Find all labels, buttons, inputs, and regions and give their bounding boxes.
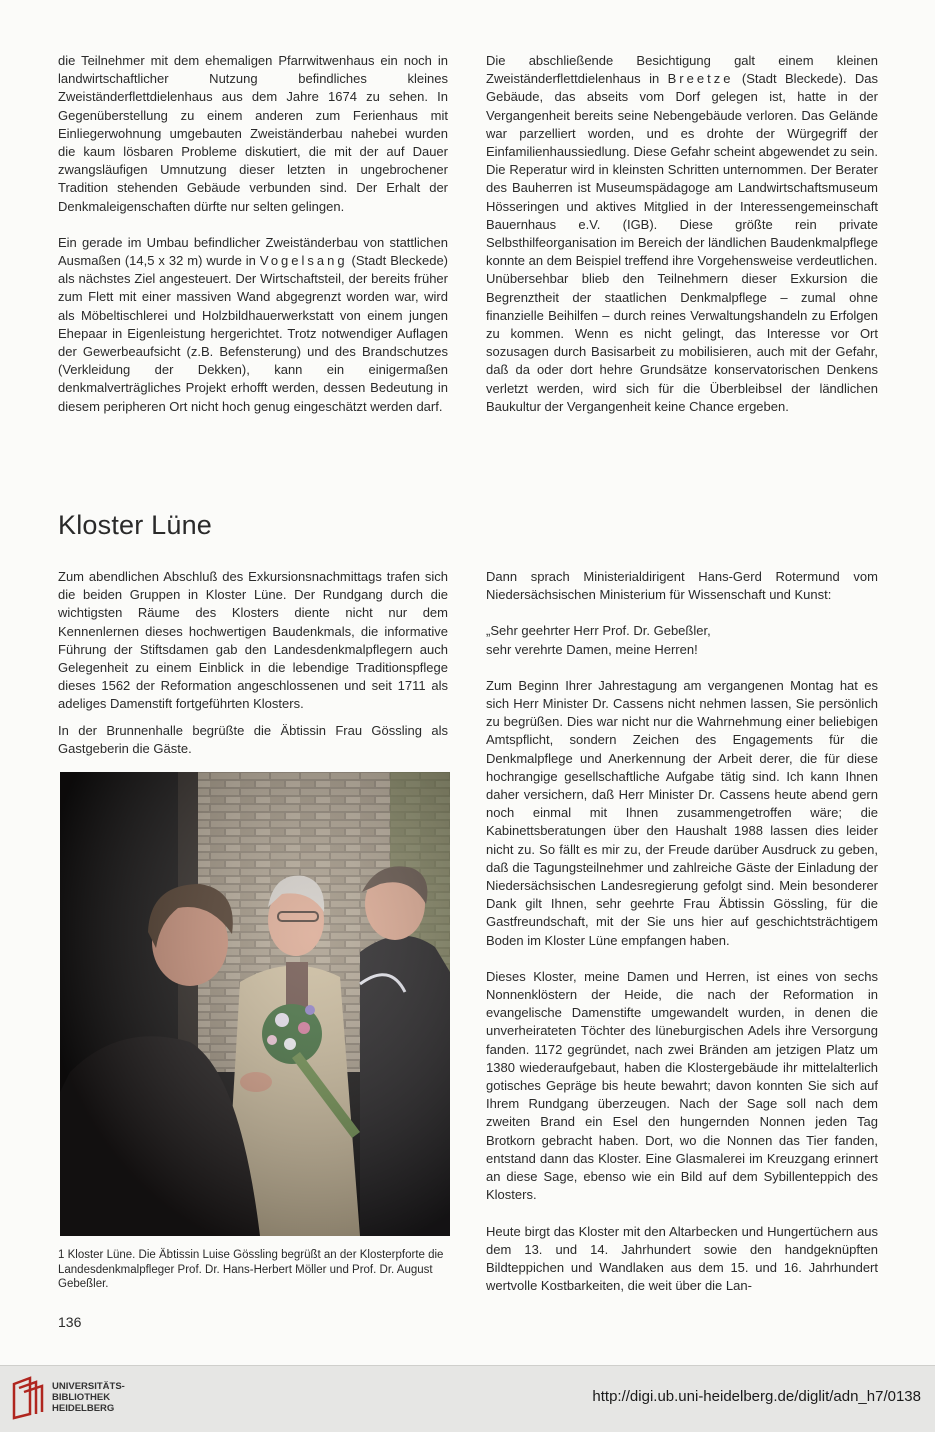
paragraph: Unübersehbar blieb den Teilnehmern dieser Exkursion die Begrenztheit der staatlichen Denkmalpflege – zumal ohne finanzielle Beihilfen – durch reines Verwaltungshandeln zu Erfolgen zu kommen. Wenn es nicht gelingt, das Interesse vor Ort sozusagen durch Basisarbeit zu mobilisieren, auch mit der Gefahr, daß da oder dort hehre Grundsätze konservatorischen Denkens verletzt werden, wird sich für die Überbleibsel der ländlichen Baukultur der Vergangenheit keine Chance ergeben. (486, 271, 878, 414)
section-heading: Kloster Lüne (58, 510, 212, 540)
place-name: Vogelsang (259, 253, 348, 269)
text-run: Ein gerade im Umbau befindlicher Zweiständerbau von stattlichen Ausmaßen (14,5 x 32 m) wurde in (58, 234, 448, 269)
paragraph: Dann sprach Ministerialdirigent Hans-Gerd Rotermund vom Niedersächsischen Ministerium für Wissenschaft und Kunst: (486, 569, 878, 603)
photo-illustration (60, 772, 450, 1236)
text-column-top-right (486, 52, 878, 416)
salutation-line: sehr verehrte Damen, meine Herren! (486, 641, 698, 657)
page-number: 136 (58, 1314, 82, 1330)
place-name: Breetze (667, 71, 734, 87)
text-run: (Stadt Bleckede) als nächstes Ziel angesteuert. Der Wirtschaftsteil, der bereits früher zum Flett mit einer massiven Wand abgegrenzt worden war, wird als Möbeltischlerei und Holzbildhauerwerkstatt von einem jungen Ehepaar in Eigenleistung hergerichtet. Trotz notwendiger Auflagen der Gewerbeaufsicht (z.B. Befensterung) und des Brandschutzes (Verkleidung der Dekken), kann ein einigermaßen denkmalverträgliches Projekt erhofft werden, dessen Bedeutung in diesem peripheren Ort nicht hoch genug eingeschätzt werden darf. (58, 253, 449, 414)
paragraph: In der Brunnenhalle begrüßte die Äbtissin Frau Gössling als Gastgeberin die Gäste. (58, 722, 448, 756)
paragraph: Zum Beginn Ihrer Jahrestagung am vergangenen Montag hat es sich Herr Minister Dr. Cassens nicht nehmen lassen, Sie persönlich zu begrüßen. Dies war nicht nur die Wahrnehmung einer beliebigen Amtspflicht, sondern Zeichen des Engagements für die Denkmalpflege und Anerkennung der Arbeit derer, die für diese hochrangige gesellschaftliche Aufgabe tätig sind. Ich kann Ihnen daher versichern, daß Herr Minister Dr. Cassens heute abend gern noch einmal mit Ihnen zusammengetroffen wäre; die Kabinettsberatungen über den Haushalt 1988 lassen dies leider nicht zu. So fällt es mir zu, der Freude darüber Ausdruck zu geben, daß die Tagungsteilnehmer und zahlreiche Gäste der Einladung der Niedersächsischen Landesregierung gefolgt sind. Mein besonderer Dank gilt Ihnen, sehr geehrte Frau Äbtissin Gössling, für die Gastfreundschaft, mit der Sie uns hier auf geschichtsträchtigem Boden im Kloster Lüne empfangen haben. (486, 677, 878, 948)
source-url-link[interactable]: http://digi.ub.uni-heidelberg.de/diglit/adn_h7/0138 (592, 1388, 921, 1405)
text-column-top-left (58, 52, 448, 416)
text-run: Die abschließende Besichtigung galt einem kleinen Zweiständerflettdielenhaus in (486, 53, 878, 87)
library-footer (0, 1365, 935, 1432)
library-logo-icon (10, 1374, 48, 1420)
paragraph: Heute birgt das Kloster mit den Altarbecken und Hungertüchern aus dem 13. und 14. Jahrhundert sowie den handgeknüpften Bildteppichen und Wandlaken aus dem 15. und 16. Jahrhundert wertvolle Kostbarkeiten, die weit über die Lan- (486, 1223, 878, 1294)
salutation-line: „Sehr geehrter Herr Prof. Dr. Gebeßler, (486, 623, 711, 639)
text-column-bottom-left (58, 568, 448, 758)
paragraph: Zum abendlichen Abschluß des Exkursionsnachmittags trafen sich die beiden Gruppen in Kloster Lüne. Der Rundgang durch die wichtigsten Räume des Klosters diente nicht nur dem Kennenlernen dieses hochwertigen Baudenkmals, die informative Führung der Stiftsdamen gab den Landesdenkmalpflegern auch Gelegenheit zu einem Einblick in die lebendige Traditionspflege dieses 1562 der Reformation angeschlossenen und seit 1711 als adeliges Damenstift fortgeführten Klosters. (58, 569, 448, 712)
text-column-bottom-right (486, 568, 878, 1295)
paragraph (486, 52, 878, 270)
photograph-abbess-greeting (60, 772, 450, 1236)
paragraph (58, 234, 448, 416)
paragraph: die Teilnehmer mit dem ehemaligen Pfarrwitwenhaus ein noch in landwirtschaftlicher Nutzung befindliches kleines Zweiständerflettdielenhaus aus dem Jahre 1674 zu sehen. In Gegenüberstellung zu einem anderen zum Ferienhaus mit Einliegerwohnung umgebauten Zweiständerbau nahebei wurden die kaum lösbaren Probleme diskutiert, die mit der auf Dauer zwangsläufigen Umnutzung dieser letzten in ungebrochener Tradition stehenden Gebäude verbunden sind. Der Erhalt der Denkmaleigenschaften dürfte nur selten gelingen. (58, 53, 448, 214)
text-run: (Stadt Bleckede). Das Gebäude, das abseits vom Dorf gelegen ist, hatte in der Vergangenheit bereits seine Nebengebäude verloren. Das Gelände war parzelliert worden, und es drohte der Würgegriff der Einfamilienhaussiedlung. Diese Gefahr scheint abgewendet zu sein. Die Reperatur wird in kleinsten Schritten unternommen. Der Berater des Bauherren ist Museumspädagoge am Landwirtschaftsmuseum Hösseringen und aktives Mitglied in der Interessengemeinschaft Bauernhaus e.V. (IGB). Diese größte rein private Selbsthilfeorganisation im Bereich der ländlichen Baudenkmalpflege konnte an dem Beispiel treffend ihre Vorgehensweise verdeutlichen. (486, 71, 878, 269)
library-name: UNIVERSITÄTS- BIBLIOTHEK HEIDELBERG (52, 1381, 125, 1414)
paragraph: Dieses Kloster, meine Damen und Herren, ist eines von sechs Nonnenklöstern der Heide, die nach der Reformation in evangelische Damenstifte umgewandelt wurden, in denen die unverheirateten Töchter des lüneburgischen Adels ihre Versorgung fanden. 1172 gegründet, nach zwei Bränden am jetzigen Platz um 1380 wiederaufgebaut, haben die Klostergebäude ihr mittelalterlich gotisches Gepräge bis heute bewahrt; davon konnten Sie sich auf Ihrem Rundgang überzeugen. Nach der Sage soll nach dem zweiten Brand ein Esel den hungernden Nonnen jeden Tag Brotkorn gebracht haben. Dort, wo die Nonnen das Tier fanden, entstand dann das Kloster. Eine Glasmalerei im Kreuzgang erinnert an diese Sage, ebenso wie ein Bild auf dem Sybillenteppich des Klosters. (486, 968, 878, 1203)
figure-caption: 1 Kloster Lüne. Die Äbtissin Luise Gössling begrüßt an der Klosterpforte die Landesdenkmalpfleger Prof. Dr. Hans-Herbert Möller und Prof. Dr. August Gebeßler. (58, 1249, 444, 1290)
salutation (486, 622, 878, 658)
